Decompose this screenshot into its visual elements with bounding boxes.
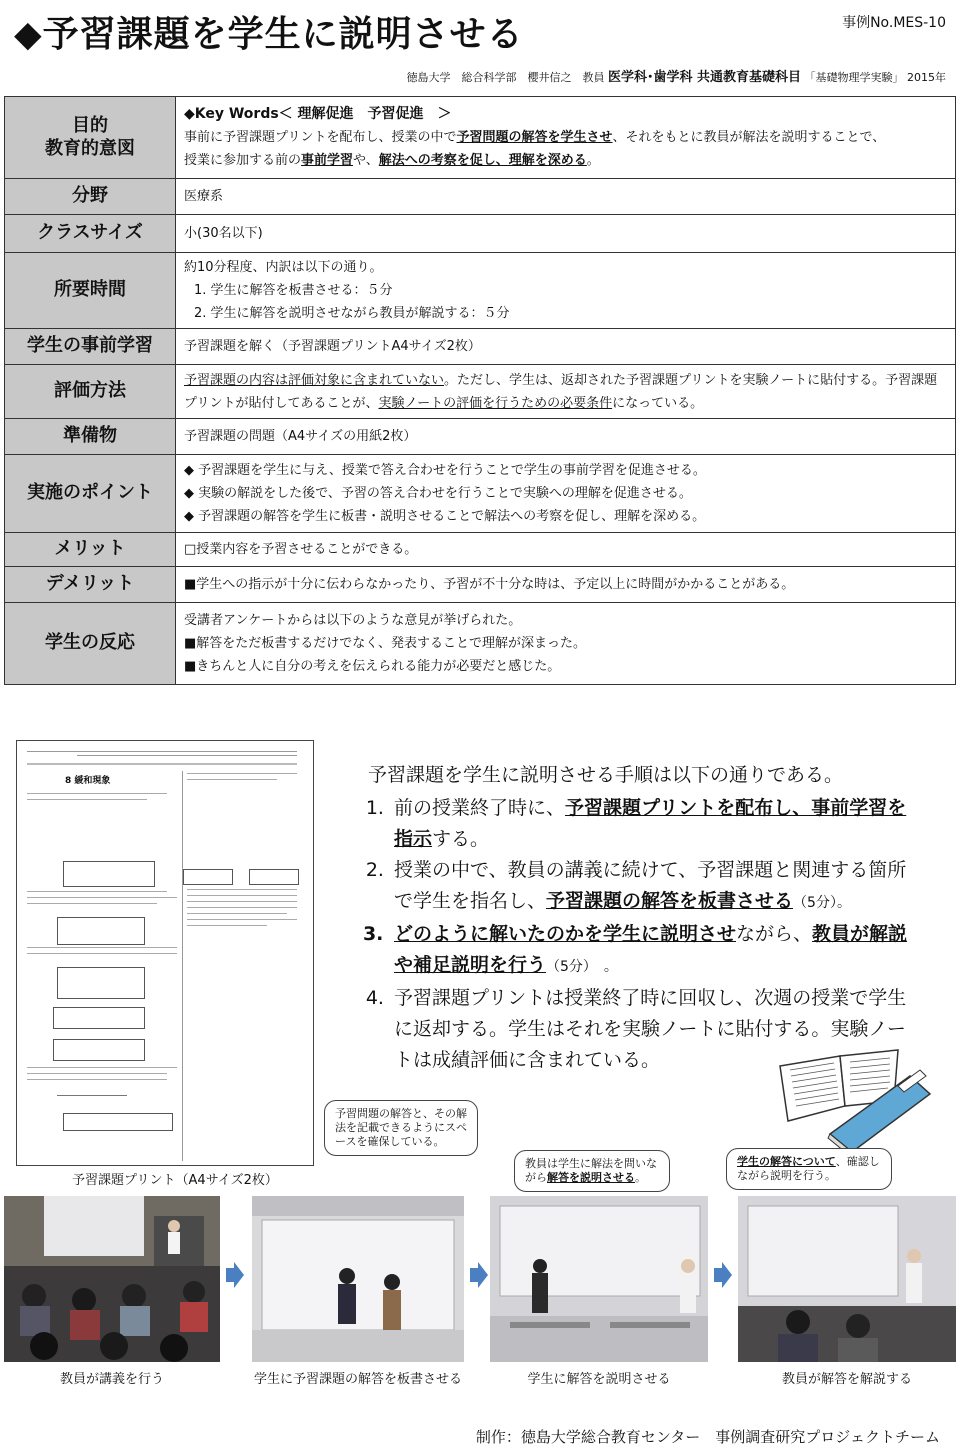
step-text: 前の授業終了時に、 xyxy=(394,797,566,819)
procedure-step xyxy=(390,793,922,855)
time-line: 2. 学生に解答を説明させながら教員が解説する：５分 xyxy=(194,306,510,321)
purpose-label: 目的 教育的意図 xyxy=(5,97,176,179)
info-table xyxy=(4,96,956,685)
purpose-value xyxy=(176,97,956,179)
photo-caption-1: 教員が講義を行う xyxy=(59,1372,164,1387)
step-note: （5分） 。 xyxy=(546,959,618,975)
photo-caption-3: 学生に解答を説明させる xyxy=(527,1372,671,1387)
procedure-intro: 予習課題を学生に説明させる手順は以下の通りである。 xyxy=(368,764,844,786)
author-name: 徳島大学 総合科学部 櫻井信之 教員 xyxy=(406,71,605,84)
procedure-step xyxy=(390,855,922,919)
prep-value: 予習課題を解く（予習課題プリントA4サイズ2枚） xyxy=(176,329,956,365)
materials-value: 予習課題の問題（A4サイズの用紙2枚） xyxy=(176,419,956,455)
worksheet-callout xyxy=(324,1100,478,1156)
worksheet-caption: 予習課題プリント（A4サイズ2枚） xyxy=(72,1173,278,1188)
notebook-illustration xyxy=(770,1046,942,1156)
photo-callout-3 xyxy=(726,1148,892,1190)
purpose-text-7: 解法への考察を促し、理解を深める xyxy=(378,153,587,168)
field-label: 分野 xyxy=(5,179,176,215)
reaction-line: ■きちんと人に自分の考えを伝えられる能力が必要だと感じた。 xyxy=(184,659,561,674)
purpose-text-3: 、それをもとに教員が解法を説明することで、 xyxy=(612,130,886,145)
callout-highlight: 学生の解答について xyxy=(737,1155,836,1168)
step-text: する。 xyxy=(432,828,490,850)
time-line: 1. 学生に解答を板書させる：５分 xyxy=(194,283,393,298)
procedure-list xyxy=(352,793,922,1076)
step-text: ながら、 xyxy=(736,923,813,945)
photo-callout-2 xyxy=(514,1150,670,1192)
step-text: 予習課題プリントは授業終了時に回収し、次週の授業で学生に返却する。学生はそれを実験ノートに貼付する。実験ノートは成績評価に含まれている。 xyxy=(394,987,907,1071)
purpose-text-4: 授業に参加する前の xyxy=(184,153,302,168)
classroom-photo-4 xyxy=(738,1196,956,1362)
callout-text: 。 xyxy=(635,1171,646,1184)
time-line: 約10分程度、内訳は以下の通り。 xyxy=(184,260,383,275)
arrow-right-icon xyxy=(468,1262,488,1288)
purpose-text-6: や、 xyxy=(353,153,379,168)
materials-label: 準備物 xyxy=(5,419,176,455)
time-value xyxy=(176,253,956,329)
photo-caption-2: 学生に予習課題の解答を板書させる xyxy=(253,1372,462,1387)
points-value xyxy=(176,455,956,533)
reaction-value xyxy=(176,603,956,685)
callout-text: 教員は学生に解法を問いながら xyxy=(525,1157,657,1184)
step-highlight: 予習課題の解答を板書させる xyxy=(546,890,794,912)
eval-text-2: 。ただし、学生は、返却された予習課題プリントを実験ノートに貼付する。予習課題プリントが貼付してあることが、 xyxy=(184,372,938,411)
points-label: 実施のポイント xyxy=(5,455,176,533)
point-item: ◆ 予習課題の解答を学生に板書・説明させることで解法への考察を促し、理解を深める。 xyxy=(184,509,706,524)
procedure-step xyxy=(390,919,922,983)
procedure-section xyxy=(352,760,922,1076)
time-label: 所要時間 xyxy=(5,253,176,329)
author-course: 「基礎物理学実験」 2015年 xyxy=(804,71,946,84)
purpose-text-5: 事前学習 xyxy=(301,153,354,168)
demerit-value: ■学生への指示が十分に伝わらなかったり、予習が不十分な時は、予定以上に時間がかかることがある。 xyxy=(176,567,956,603)
classroom-photo-1 xyxy=(4,1196,220,1362)
eval-text-3: 実験ノートの評価を行うための必要条件 xyxy=(378,395,613,411)
demerit-label: デメリット xyxy=(5,567,176,603)
footer-credit: 制作：徳島大学総合教育センター 事例調査研究プロジェクトチーム xyxy=(475,1428,940,1446)
merit-value: □授業内容を予習させることができる。 xyxy=(176,533,956,567)
purpose-text-1: 事前に予習課題プリントを配布し、授業の中で xyxy=(184,130,457,145)
reaction-label: 学生の反応 xyxy=(5,603,176,685)
case-number: 事例No.MES-10 xyxy=(842,15,946,31)
merit-label: メリット xyxy=(5,533,176,567)
arrow-right-icon xyxy=(712,1262,732,1288)
step-highlight: 予習課題プリントを配布し、事前学習を指示 xyxy=(394,797,907,850)
keywords: ◆Key Words＜ 理解促進 予習促進 ＞ xyxy=(184,106,452,122)
worksheet-callout-text: 予習問題の解答と、その解法を記載できるようにスペースを確保している。 xyxy=(335,1107,467,1148)
field-value: 医療系 xyxy=(176,179,956,215)
classroom-photo-2 xyxy=(252,1196,464,1362)
point-item: ◆ 予習課題を学生に与え、授業で答え合わせを行うことで学生の事前学習を促進させる。 xyxy=(184,463,706,478)
step-highlight: どのように解いたのかを学生に説明させ xyxy=(394,923,737,945)
purpose-text-2: 予習問題の解答を学生させ xyxy=(456,130,613,145)
arrow-right-icon xyxy=(224,1262,244,1288)
reaction-line: ■解答をただ板書するだけでなく、発表することで理解が深まった。 xyxy=(184,636,587,651)
class-size-label: クラスサイズ xyxy=(5,215,176,253)
reaction-line: 受講者アンケートからは以下のような意見が挙げられた。 xyxy=(184,613,522,628)
callout-text: 、確認しながら説明を行う。 xyxy=(737,1155,880,1182)
photo-caption-4: 教員が解答を解説する xyxy=(781,1372,912,1387)
author-department: 医学科･歯学科 共通教育基礎科目 xyxy=(607,70,801,85)
point-item: ◆ 実験の解説をした後で、予習の答え合わせを行うことで実験への理解を促進させる。 xyxy=(184,486,692,501)
prep-label: 学生の事前学習 xyxy=(5,329,176,365)
step-note: （5分）。 xyxy=(793,895,851,911)
worksheet-heading: 8 緩和現象 xyxy=(65,776,111,786)
step-text: 授業の中で、教員の講義に続けて、予習課題と関連する箇所で学生を指名し、 xyxy=(394,859,907,912)
step-highlight: 教員が解説や補足説明を行う xyxy=(394,923,908,976)
eval-text-1: 予習課題の内容は評価対象に含まれていない xyxy=(184,372,445,388)
classroom-photo-3 xyxy=(490,1196,708,1362)
purpose-text-8: 。 xyxy=(586,153,600,168)
worksheet-image xyxy=(16,740,314,1166)
author-line xyxy=(406,66,946,85)
class-size-value: 小(30名以下) xyxy=(176,215,956,253)
page-title: ◆予習課題を学生に説明させる xyxy=(14,14,524,55)
evaluation-value xyxy=(176,365,956,419)
evaluation-label: 評価方法 xyxy=(5,365,176,419)
callout-highlight: 解答を説明させる xyxy=(547,1171,635,1184)
eval-text-4: になっている。 xyxy=(612,395,704,411)
